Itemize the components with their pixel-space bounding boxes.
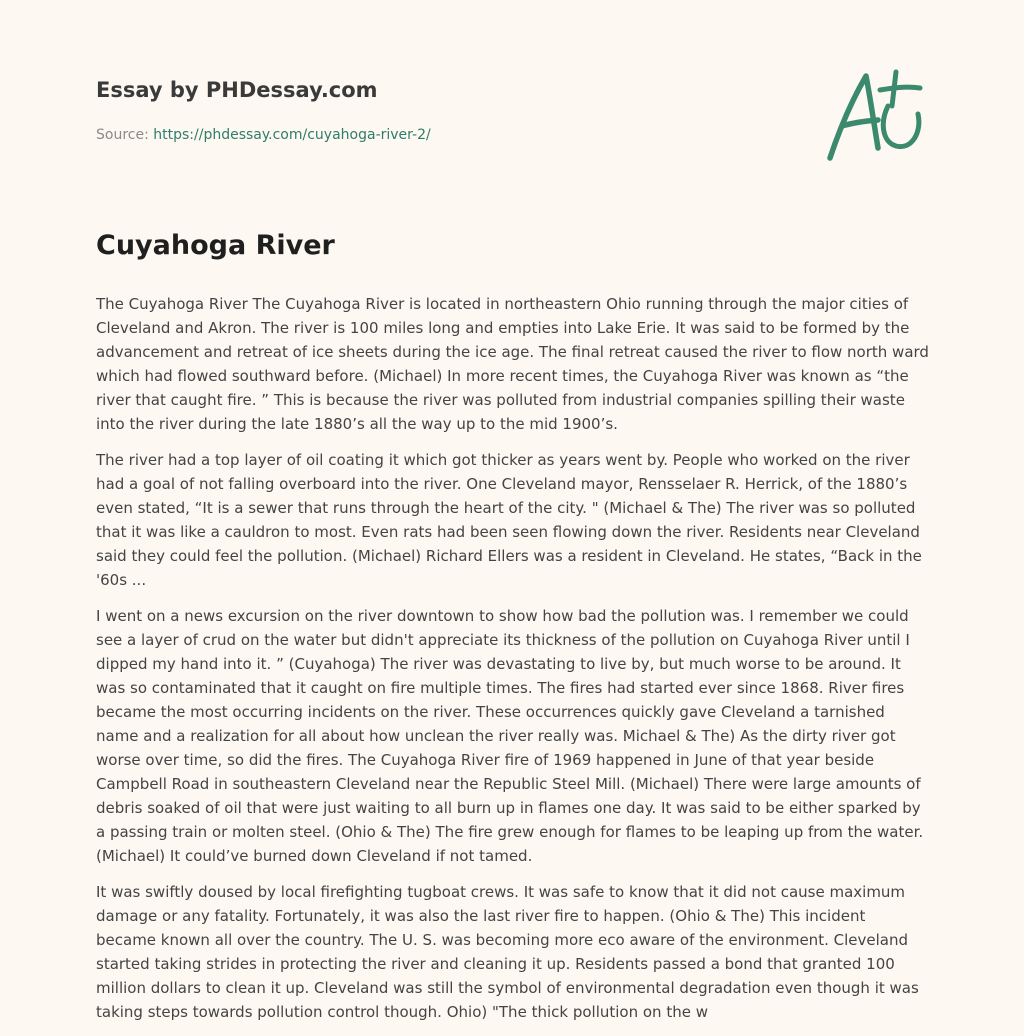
a-plus-grade-icon xyxy=(822,66,932,166)
site-title: Essay by PHDessay.com xyxy=(96,78,378,102)
source-line xyxy=(96,126,796,144)
essay-paragraph: The Cuyahoga River The Cuyahoga River is located in northeastern Ohio running through the major cities of Cleveland and Akron. The river is 100 miles long and empties into Lake Erie. It was said to be formed by the advancement and retreat of ice sheets during the ice age. The final retreat caused the river to flow north ward which had flowed southward before. (Michael) In more recent times, the Cuyahoga River was known as “the river that caught fire. ” This is because the river was polluted from industrial companies spilling their waste into the river during the late 1880’s all the way up to the mid 1900’s. xyxy=(96,295,929,433)
header xyxy=(96,76,796,144)
essay-paragraph: It was swiftly doused by local firefighting tugboat crews. It was safe to know that it did not cause maximum damage or any fatality. Fortunately, it was also the last river fire to happen. (Ohio & The) This incident became known all over the country. The U. S. was becoming more eco aware of the environment. Cleveland started taking strides in protecting the river and cleaning it up. Residents passed a bond that granted 100 million dollars to clean it up. Cleveland was still the symbol of environmental degradation even though it was taking steps towards pollution control though. Ohio) "The thick pollution on the w xyxy=(96,883,919,1021)
essay-title: Cuyahoga River xyxy=(96,230,335,261)
source-link[interactable]: https://phdessay.com/cuyahoga-river-2/ xyxy=(153,127,431,143)
source-label: Source: xyxy=(96,127,154,143)
essay-paragraph: The river had a top layer of oil coating it which got thicker as years went by. People who worked on the river had a goal of not falling overboard into the river. One Cleveland mayor, Rensselaer R. Herrick, of the 1880’s even stated, “It is a sewer that runs through the heart of the city. " (Michael & The) The river was so polluted that it was like a cauldron to most. Even rats had been seen flowing down the river. Residents near Cleveland said they could feel the pollution. (Michael) Richard Ellers was a resident in Cleveland. He states, “Back in the '60s ... xyxy=(96,451,922,589)
essay-paragraph: I went on a news excursion on the river downtown to show how bad the pollution was. I remember we could see a layer of crud on the water but didn't appreciate its thickness of the pollution on Cuyahoga River until I dipped my hand into it. ” (Cuyahoga) The river was devastating to live by, but much worse to be around. It was so contaminated that it caught on fire multiple times. The fires had started ever since 1868. River fires became the most occurring incidents on the river. These occurrences quickly gave Cleveland a tarnished name and a realization for all about how unclean the river really was. Michael & The) As the dirty river got worse over time, so did the fires. The Cuyahoga River fire of 1969 happened in June of that year beside Campbell Road in southeastern Cleveland near the Republic Steel Mill. (Michael) There were large amounts of debris soaked of oil that were just waiting to all burn up in flames one day. It was said to be either sparked by a passing train or molten steel. (Ohio & The) The fire grew enough for flames to be leaping up from the water. (Michael) It could’ve burned down Cleveland if not tamed. xyxy=(96,607,924,865)
essay-content xyxy=(96,226,930,1036)
